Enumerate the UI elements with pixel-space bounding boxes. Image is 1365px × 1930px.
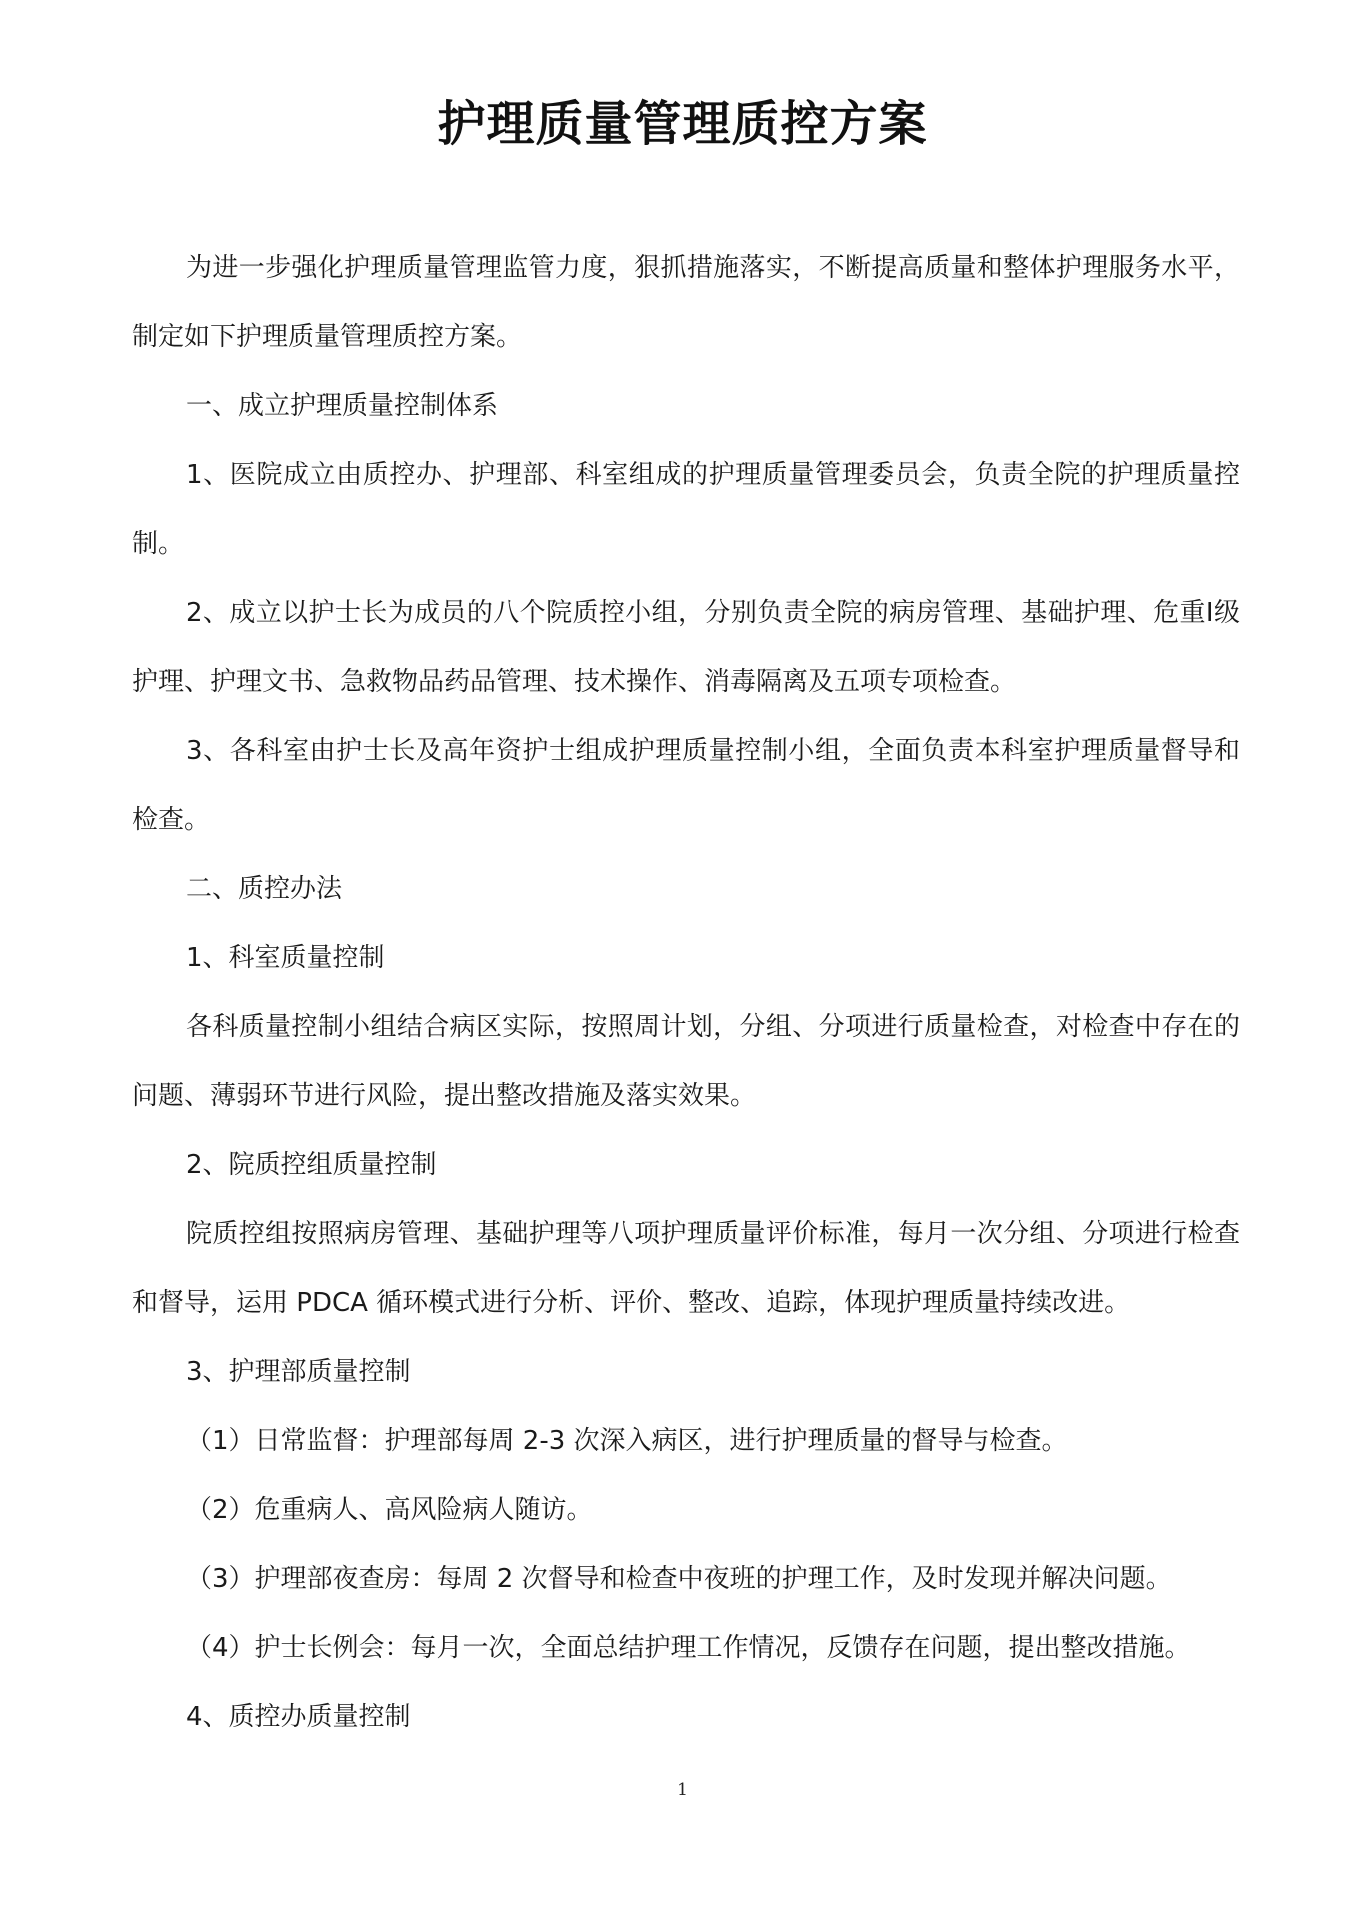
- subheading-2-3: 3、护理部质量控制: [186, 1357, 411, 1387]
- list-item-3: （3）护理部夜查房：每周 2 次督导和检查中夜班的护理工作，及时发现并解决问题。: [186, 1564, 1172, 1594]
- subheading-2-1: 1、科室质量控制: [186, 943, 385, 973]
- document-body: [132, 234, 1240, 1752]
- list-item-1: （1）日常监督：护理部每周 2-3 次深入病区，进行护理质量的督导与检查。: [186, 1426, 1068, 1456]
- paragraph-1-3: 3、各科室由护士长及高年资护士组成护理质量控制小组，全面负责本科室护理质量督导和检查。: [132, 736, 1240, 835]
- paragraph-1-1: 1、医院成立由质控办、护理部、科室组成的护理质量管理委员会，负责全院的护理质量控制。: [132, 460, 1240, 559]
- page-number: 1: [677, 1780, 688, 1800]
- subheading-2-4: 4、质控办质量控制: [186, 1702, 411, 1732]
- document-title: 护理质量管理质控方案: [437, 96, 928, 152]
- paragraph-1-2: 2、成立以护士长为成员的八个院质控小组，分别负责全院的病房管理、基础护理、危重Ⅰ级护理、护理文书、急救物品药品管理、技术操作、消毒隔离及五项专项检查。: [132, 598, 1240, 697]
- subheading-2-2: 2、院质控组质量控制: [186, 1150, 437, 1180]
- section-heading-2: 二、质控办法: [186, 874, 343, 904]
- intro-paragraph: 为进一步强化护理质量管理监管力度，狠抓措施落实，不断提高质量和整体护理服务水平，制定如下护理质量管理质控方案。: [132, 253, 1240, 352]
- section-heading-1: 一、成立护理质量控制体系: [186, 391, 499, 421]
- list-item-2: （2）危重病人、高风险病人随访。: [186, 1495, 593, 1525]
- paragraph-2-1: 各科质量控制小组结合病区实际，按照周计划，分组、分项进行质量检查，对检查中存在的问题、薄弱环节进行风险，提出整改措施及落实效果。: [132, 1012, 1240, 1111]
- paragraph-2-2: 院质控组按照病房管理、基础护理等八项护理质量评价标准，每月一次分组、分项进行检查和督导，运用 PDCA 循环模式进行分析、评价、整改、追踪，体现护理质量持续改进。: [132, 1219, 1240, 1318]
- list-item-4: （4）护士长例会：每月一次，全面总结护理工作情况，反馈存在问题，提出整改措施。: [186, 1633, 1191, 1663]
